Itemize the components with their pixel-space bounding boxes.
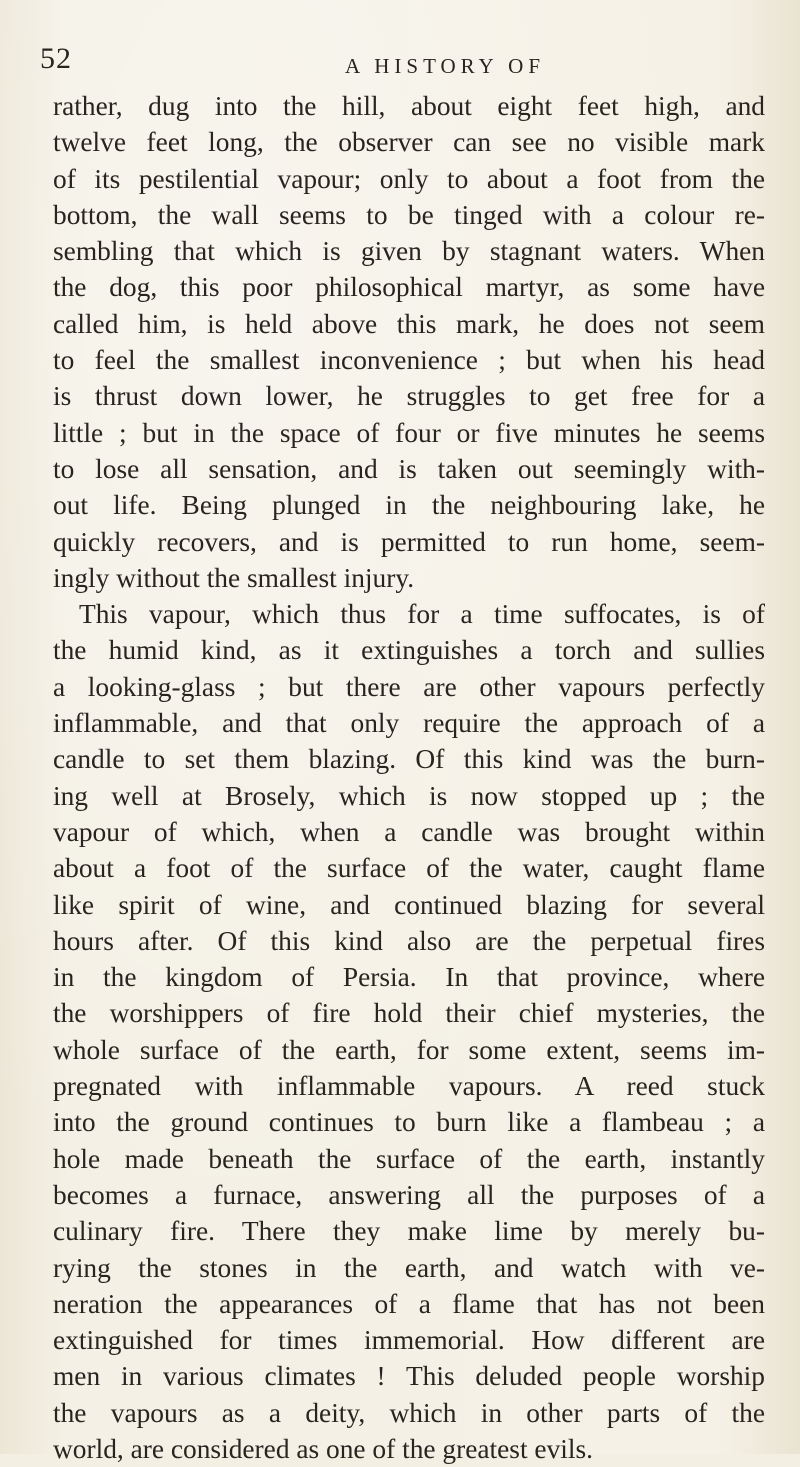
text-line: of its pestilential vapour; only to about a foot from the xyxy=(53,163,765,194)
text-line: hole made beneath the surface of the earth, instantly xyxy=(53,1143,765,1174)
text-line: ing well at Brosely, which is now stopped up ; the xyxy=(53,780,765,811)
text-line: vapour of which, when a candle was brought within xyxy=(53,816,765,847)
text-line: hours after. Of this kind also are the perpetual fires xyxy=(53,925,765,956)
paragraph-1 xyxy=(53,88,765,596)
text-line: men in various climates ! This deluded people worship xyxy=(53,1361,765,1392)
text-line: inflammable, and that only require the approach of a xyxy=(53,708,765,739)
text-line: to feel the smallest inconvenience ; but when his head xyxy=(53,345,765,376)
text-line: the worshippers of fire hold their chief mysteries, the xyxy=(53,998,765,1029)
paragraph-2 xyxy=(53,596,765,1467)
text-line: the humid kind, as it extinguishes a torch and sullies xyxy=(53,635,765,666)
text-line: little ; but in the space of four or five minutes he seems xyxy=(53,417,765,448)
text-line: to lose all sensation, and is taken out seemingly with- xyxy=(53,453,765,484)
text-line: extinguished for times immemorial. How different are xyxy=(53,1325,765,1356)
text-line: the vapours as a deity, which in other parts of the xyxy=(53,1397,765,1428)
text-line: rying the stones in the earth, and watch with ve- xyxy=(53,1252,765,1283)
text-line: pregnated with inflammable vapours. A reed stuck xyxy=(53,1071,765,1102)
text-line: candle to set them blazing. Of this kind was the burn- xyxy=(53,744,765,775)
text-line: bottom, the wall seems to be tinged with a colour re- xyxy=(53,199,765,230)
text-line: sembling that which is given by stagnant waters. When xyxy=(53,236,765,267)
text-line: This vapour, which thus for a time suffocates, is of xyxy=(79,599,765,630)
text-line: a looking-glass ; but there are other vapours perfectly xyxy=(53,671,765,702)
text-line: neration the appearances of a flame that has not been xyxy=(53,1288,765,1319)
text-line: ingly without the smallest injury. xyxy=(53,562,415,593)
body-text xyxy=(53,88,765,1467)
page-number: 52 xyxy=(40,42,72,75)
text-line: the dog, this poor philosophical martyr, as some have xyxy=(53,272,765,303)
running-head: A HISTORY OF xyxy=(344,54,546,78)
text-line: quickly recovers, and is permitted to run home, seem- xyxy=(53,526,765,557)
text-line: about a foot of the surface of the water, caught flame xyxy=(53,853,765,884)
text-line: world, are considered as one of the greatest evils. xyxy=(53,1433,594,1464)
text-line: is thrust down lower, he struggles to get free for a xyxy=(53,381,765,412)
text-line: into the ground continues to burn like a flambeau ; a xyxy=(53,1107,765,1138)
text-line: called him, is held above this mark, he does not seem xyxy=(53,308,765,339)
text-line: like spirit of wine, and continued blazing for several xyxy=(53,889,765,920)
text-line: becomes a furnace, answering all the purposes of a xyxy=(53,1179,765,1210)
text-line: out life. Being plunged in the neighbouring lake, he xyxy=(53,490,765,521)
text-line: in the kingdom of Persia. In that province, where xyxy=(53,962,765,993)
text-line: culinary fire. There they make lime by merely bu- xyxy=(53,1216,765,1247)
text-line: whole surface of the earth, for some extent, seems im- xyxy=(53,1034,765,1065)
text-line: twelve feet long, the observer can see no visible mark xyxy=(53,127,765,158)
text-line: rather, dug into the hill, about eight feet high, and xyxy=(53,91,765,121)
